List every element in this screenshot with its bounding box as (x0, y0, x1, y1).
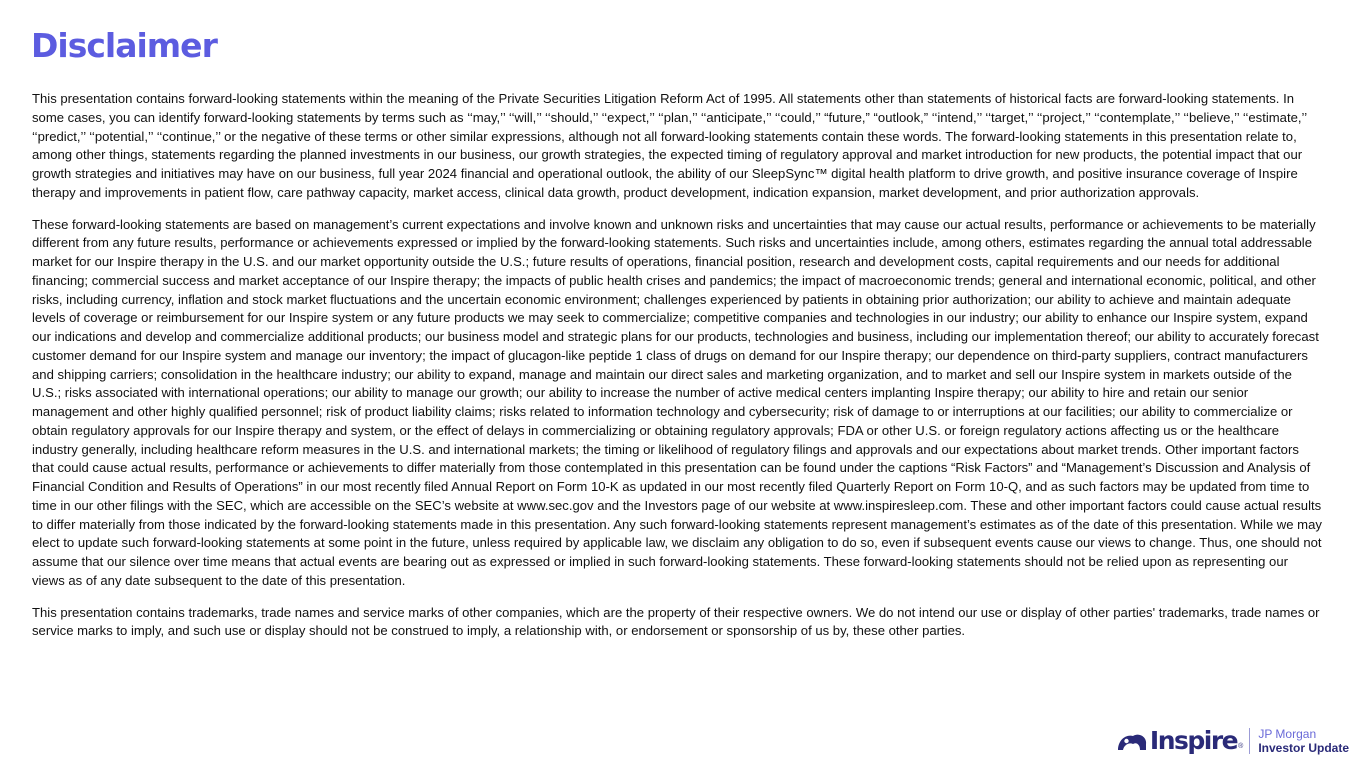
registered-mark: ® (1238, 743, 1244, 750)
footer-event-subtitle: Investor Update (1258, 741, 1349, 755)
disclaimer-paragraph-forward-looking: This presentation contains forward-looking statements within the meaning of the Private Securities Litigation Reform Act of 1995. All statements other than statements of historical facts are forward-looking statements. In some cases, you can identify forward-looking statements by terms such as ‘‘may,’’ ‘‘will,’’ ‘‘should,’’ ‘‘expect,’’ ‘‘plan,’’ ‘‘anticipate,’’ ‘‘could,’’ “future,” “outlook,” ‘‘intend,’’ ‘‘target,’’ ‘‘project,’’ ‘‘contemplate,’’ ‘‘believe,’’ ‘‘estimate,’’ ‘‘predict,’’ ‘‘potential,’’ ‘‘continue,’’ or the negative of these terms or other similar expressions, although not all forward-looking statements contain these words. The forward-looking statements in this presentation relate to, among other things, statements regarding the planned investments in our business, our growth strategies, the expected timing of regulatory approval and market introduction for new products, the potential impact that our growth strategies and initiatives may have on our business, full year 2024 financial and operational outlook, the ability of our SleepSync™ digital health platform to drive growth, and positive insurance coverage of Inspire therapy and improvements in patient flow, care pathway capacity, market access, clinical data growth, product development, indication expansion, market development, and prior authorization approvals. (32, 91, 1307, 200)
inspire-logo (1116, 726, 1243, 756)
disclaimer-body (32, 90, 1322, 654)
footer-branding (1116, 726, 1349, 756)
page-title: Disclaimer (31, 26, 217, 65)
footer-event-label (1258, 727, 1349, 755)
footer-event-name: JP Morgan (1258, 727, 1317, 741)
inspire-cloud-icon (1116, 730, 1148, 752)
disclaimer-paragraph-risks: These forward-looking statements are based on management’s current expectations and involve known and unknown risks and uncertainties that may cause our actual results, performance or achievements to be materially different from any future results, performance or achievements expressed or implied by the forward-looking statements. Such risks and uncertainties include, among others, estimates regarding the annual total addressable market for our Inspire therapy in the U.S. and our market opportunity outside the U.S.; future results of operations, financial position, research and development costs, capital requirements and our needs for additional financing; commercial success and market acceptance of our Inspire therapy; the impacts of public health crises and pandemics; the impact of macroeconomic trends; general and international economic, political, and other risks, including currency, inflation and stock market fluctuations and the uncertain economic environment; challenges experienced by patients in obtaining prior authorization; our ability to achieve and maintain adequate levels of coverage or reimbursement for our Inspire system or any future products we may seek to commercialize; competitive companies and technologies in our industry; our ability to enhance our Inspire system, expand our indications and develop and commercialize additional products; our business model and strategic plans for our products, technologies and business, including our implementation thereof; our ability to accurately forecast customer demand for our Inspire system and manage our inventory; the impact of glucagon-like peptide 1 class of drugs on demand for our Inspire therapy; our dependence on third-party suppliers, contract manufacturers and shipping carriers; consolidation in the healthcare industry; our ability to expand, manage and maintain our direct sales and marketing organization, and to market and sell our Inspire system in markets outside of the U.S.; risks associated with international operations; our ability to manage our growth; our ability to increase the number of active medical centers implanting Inspire therapy; our ability to hire and retain our senior management and other highly qualified personnel; risk of product liability claims; risks related to information technology and cybersecurity; risk of damage to or interruptions at our facilities; our ability to commercialize or obtain regulatory approvals for our Inspire therapy and system, or the effect of delays in commercializing or obtaining regulatory approvals; FDA or other U.S. or foreign regulatory actions affecting us or the healthcare industry generally, including healthcare reform measures in the U.S. and international markets; the timing or likelihood of regulatory filings and approvals and our expectations about market trends. Other important factors that could cause actual results, performance or achievements to differ materially from those contemplated in this presentation can be found under the captions “Risk Factors” and “Management’s Discussion and Analysis of Financial Condition and Results of Operations” in our most recently filed Annual Report on Form 10-K as updated in our most recently filed Quarterly Report on Form 10-Q, and as such factors may be updated from time to time in our other filings with the SEC, which are accessible on the SEC’s website at www.sec.gov and the Investors page of our website at www.inspiresleep.com. These and other important factors could cause actual results to differ materially from those indicated by the forward-looking statements made in this presentation. Any such forward-looking statements represent management’s estimates as of the date of this presentation. While we may elect to update such forward-looking statements at some point in the future, unless required by applicable law, we disclaim any obligation to do so, even if subsequent events cause our views to change. Thus, one should not assume that our silence over time means that actual events are bearing out as expressed or implied in such forward-looking statements. These forward-looking statements should not be relied upon as representing our views as of any date subsequent to the date of this presentation. (32, 216, 1322, 588)
logo-wordmark: Inspire (1149, 726, 1238, 755)
footer-divider (1249, 728, 1250, 754)
disclaimer-paragraph-trademarks: This presentation contains trademarks, trade names and service marks of other companies, which are the property of their respective owners. We do not intend our use or display of other parties' trademarks, trade names or service marks to imply, and such use or display should not be construed to imply, a relationship with, or endorsement or sponsorship of us by, these other parties. (32, 604, 1320, 639)
